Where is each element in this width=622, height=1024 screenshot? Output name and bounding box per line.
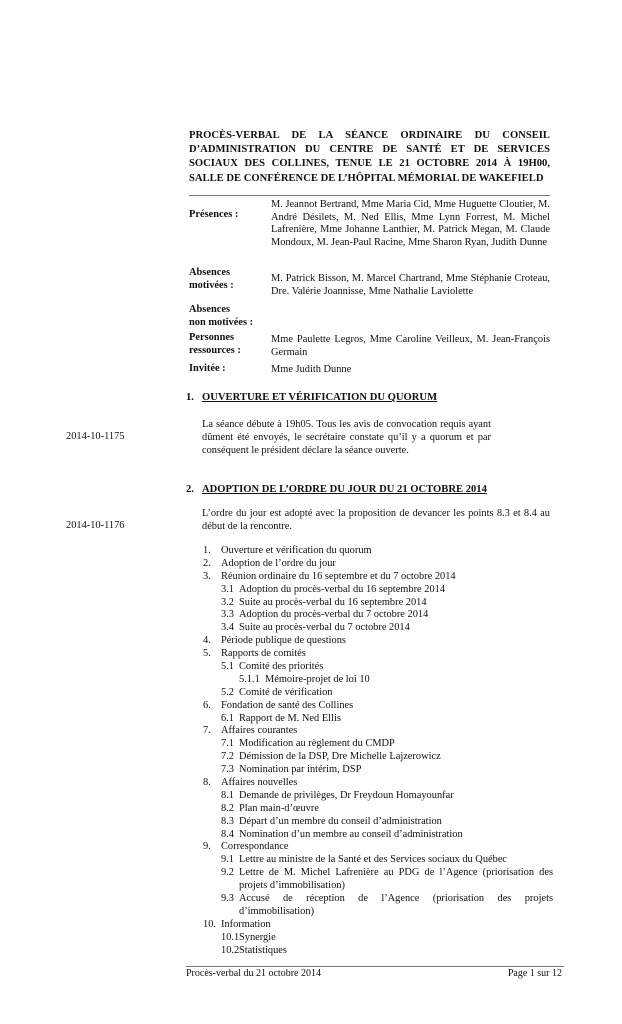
- list-item: [203, 854, 553, 867]
- agenda-text: Comité des priorités: [239, 661, 324, 673]
- agenda-number: 9.1: [221, 854, 234, 866]
- agenda-number: 4.: [203, 635, 211, 647]
- agenda-text: Correspondance: [221, 841, 289, 853]
- agenda-text: Rapports de comités: [221, 648, 306, 660]
- section-1-heading: [186, 392, 437, 405]
- agenda-number: 7.3: [221, 764, 234, 776]
- agenda-number: 8.4: [221, 828, 234, 840]
- personnes-ressources-label: [189, 332, 241, 357]
- list-item: [203, 841, 553, 854]
- agenda-text: Suite au procès-verbal du 16 septembre 2014: [239, 596, 427, 608]
- footer-divider: [186, 966, 564, 967]
- agenda-number: 3.4: [221, 622, 234, 634]
- agenda-number: 7.1: [221, 738, 234, 750]
- agenda-number: 8.1: [221, 789, 234, 801]
- agenda-number: 3.3: [221, 609, 234, 621]
- agenda-text: Accusé de réception de l’Agence (priorisation des projets d’immobilisation): [239, 893, 553, 917]
- agenda-text: Ouverture et vérification du quorum: [221, 545, 372, 556]
- agenda-text: Synergie: [239, 931, 276, 943]
- list-item: [203, 609, 553, 622]
- section-2-title: ADOPTION DE L’ORDRE DU JOUR DU 21 OCTOBRE 2014: [202, 484, 487, 495]
- list-item: [203, 919, 553, 932]
- agenda-number: 3.2: [221, 596, 234, 608]
- agenda-number: 3.1: [221, 583, 234, 595]
- personnes-ressources-label-line2: ressources :: [189, 344, 241, 356]
- agenda-text: Démission de la DSP, Dre Michelle Lajzerowicz: [239, 751, 441, 763]
- list-item: [203, 751, 553, 764]
- list-item: [203, 648, 553, 661]
- invitee-value: Mme Judith Dunne: [271, 364, 352, 375]
- agenda-number: 9.: [203, 841, 211, 853]
- document-title: PROCÈS-VERBAL DE LA SÉANCE ORDINAIRE DU CONSEIL D’ADMINISTRATION DU CENTRE DE SANTÉ ET DE SERVICES SOCIAUX DES COLLINES, TENUE LE 21 OCTOBRE 2014 À 19H00, SALLE DE CONFÉRENCE DE L’HÔPITAL MÉMORIAL DE WAKEFIELD: [189, 130, 550, 184]
- presences-value: M. Jeannot Bertrand, Mme Maria Cid, Mme Huguette Cloutier, M. André Désilets, M. Ned Ellis, Mme Lynn Forrest, M. Michel Lafrenière, Mme Johanne Lanthier, M. Patrick Megan, M. Claude Mondoux, M. Jean-Paul Racine, Mme Sharon Ryan, Judith Dunne: [271, 199, 550, 249]
- absences-non-motivees-label-line1: Absences: [189, 304, 230, 315]
- list-item: [203, 713, 553, 726]
- personnes-ressources-label-line1: Personnes: [189, 332, 235, 343]
- absences-motivees-label-line1: Absences: [189, 267, 230, 278]
- resolution-number-2: 2014-10-1176: [66, 520, 125, 531]
- list-item: [203, 558, 553, 571]
- section-1-title: OUVERTURE ET VÉRIFICATION DU QUORUM: [202, 392, 438, 403]
- agenda-text: Réunion ordinaire du 16 septembre et du 7 octobre 2014: [221, 570, 456, 582]
- agenda-number: 6.: [203, 699, 211, 711]
- absences-motivees-label: [189, 267, 234, 292]
- personnes-ressources-value: Mme Paulette Legros, Mme Caroline Veilleux, M. Jean-François Germain: [271, 334, 550, 358]
- agenda-text: Demande de privilèges, Dr Freydoun Homayounfar: [239, 789, 454, 801]
- list-item: [203, 725, 553, 738]
- agenda-number: 7.: [203, 725, 211, 737]
- agenda-text: Nomination d’un membre au conseil d’administration: [239, 828, 463, 840]
- agenda-text: Nomination par intérim, DSP: [239, 764, 362, 776]
- section-1-text: La séance débute à 19h05. Tous les avis de convocation requis ayant dûment été envoyés, le secrétaire constate qu’il y a quorum et par conséquent le président déclare la séance ouverte.: [202, 419, 491, 457]
- list-item: [203, 584, 553, 597]
- agenda-text: Lettre de M. Michel Lafrenière au PDG de l’Agence (priorisation des projets d’immobilisation): [239, 867, 553, 892]
- agenda-list: [203, 545, 553, 958]
- resolution-number-1: 2014-10-1175: [66, 431, 125, 442]
- section-2-number: 2.: [186, 484, 194, 495]
- agenda-number: 3.: [203, 570, 211, 582]
- footer-document-name: Procès-verbal du 21 octobre 2014: [186, 968, 321, 979]
- section-2-heading: [186, 484, 487, 497]
- agenda-number: 8.2: [221, 802, 234, 814]
- agenda-number: 10.1: [221, 931, 240, 943]
- agenda-text: Information: [221, 918, 271, 930]
- list-item: [203, 932, 553, 945]
- presences-label: Présences :: [189, 209, 239, 220]
- list-item: [203, 635, 553, 648]
- list-item: [203, 545, 553, 558]
- absences-motivees-value: M. Patrick Bisson, M. Marcel Chartrand, Mme Stéphanie Croteau, Dre. Valérie Joannisse, Mme Nathalie Laviolette: [271, 273, 550, 297]
- absences-motivees-label-line2: motivées :: [189, 279, 234, 291]
- agenda-text: Départ d’un membre du conseil d’administration: [239, 815, 442, 827]
- agenda-text: Période publique de questions: [221, 635, 346, 647]
- agenda-text: Plan main-d’œuvre: [239, 802, 319, 814]
- agenda-number: 5.1.1: [239, 673, 260, 685]
- agenda-number: 9.2: [221, 867, 234, 879]
- agenda-number: 8.: [203, 777, 211, 789]
- agenda-text: Modification au règlement du CMDP: [239, 738, 395, 750]
- agenda-number: 1.: [203, 545, 211, 556]
- list-item: [203, 674, 553, 687]
- list-item: [203, 893, 553, 919]
- agenda-number: 5.: [203, 648, 211, 660]
- title-divider: [189, 195, 550, 196]
- agenda-number: 8.3: [221, 815, 234, 827]
- agenda-number: 5.1: [221, 661, 234, 673]
- list-item: [203, 700, 553, 713]
- agenda-number: 5.2: [221, 686, 234, 698]
- list-item: [203, 661, 553, 674]
- agenda-text: Adoption du procès-verbal du 7 octobre 2014: [239, 609, 429, 621]
- agenda-number: 10.2: [221, 944, 240, 956]
- list-item: [203, 687, 553, 700]
- section-2-text: L’ordre du jour est adopté avec la proposition de devancer les points 8.3 et 8.4 au début de la rencontre.: [202, 508, 550, 533]
- agenda-text: Adoption de l’ordre du jour: [221, 557, 336, 569]
- agenda-text: Adoption du procès-verbal du 16 septembre 2014: [239, 583, 446, 595]
- agenda-text: Fondation de santé des Collines: [221, 699, 354, 711]
- agenda-text: Lettre au ministre de la Santé et des Services sociaux du Québec: [239, 854, 508, 866]
- list-item: [203, 829, 553, 842]
- list-item: [203, 571, 553, 584]
- absences-non-motivees-label-line2: non motivées :: [189, 316, 254, 328]
- agenda-number: 10.: [203, 918, 216, 930]
- absences-non-motivees-label: [189, 304, 253, 329]
- list-item: [203, 803, 553, 816]
- agenda-number: 6.1: [221, 712, 234, 724]
- list-item: [203, 738, 553, 751]
- section-1-number: 1.: [186, 392, 194, 403]
- list-item: [203, 622, 553, 635]
- list-item: [203, 597, 553, 610]
- list-item: [203, 816, 553, 829]
- agenda-text: Rapport de M. Ned Ellis: [239, 712, 341, 724]
- agenda-number: 7.2: [221, 751, 234, 763]
- agenda-text: Statistiques: [239, 944, 287, 956]
- agenda-number: 9.3: [221, 893, 234, 905]
- agenda-number: 2.: [203, 557, 211, 569]
- list-item: [203, 764, 553, 777]
- list-item: [203, 867, 553, 893]
- invitee-label: Invitée :: [189, 363, 226, 374]
- list-item: [203, 945, 553, 958]
- agenda-text: Affaires courantes: [221, 725, 298, 737]
- agenda-text: Comité de vérification: [239, 686, 333, 698]
- list-item: [203, 777, 553, 790]
- agenda-text: Affaires nouvelles: [221, 777, 298, 789]
- list-item: [203, 790, 553, 803]
- agenda-text: Suite au procès-verbal du 7 octobre 2014: [239, 622, 410, 634]
- agenda-text: Mémoire-projet de loi 10: [265, 673, 370, 685]
- footer-page-number: Page 1 sur 12: [507, 968, 562, 979]
